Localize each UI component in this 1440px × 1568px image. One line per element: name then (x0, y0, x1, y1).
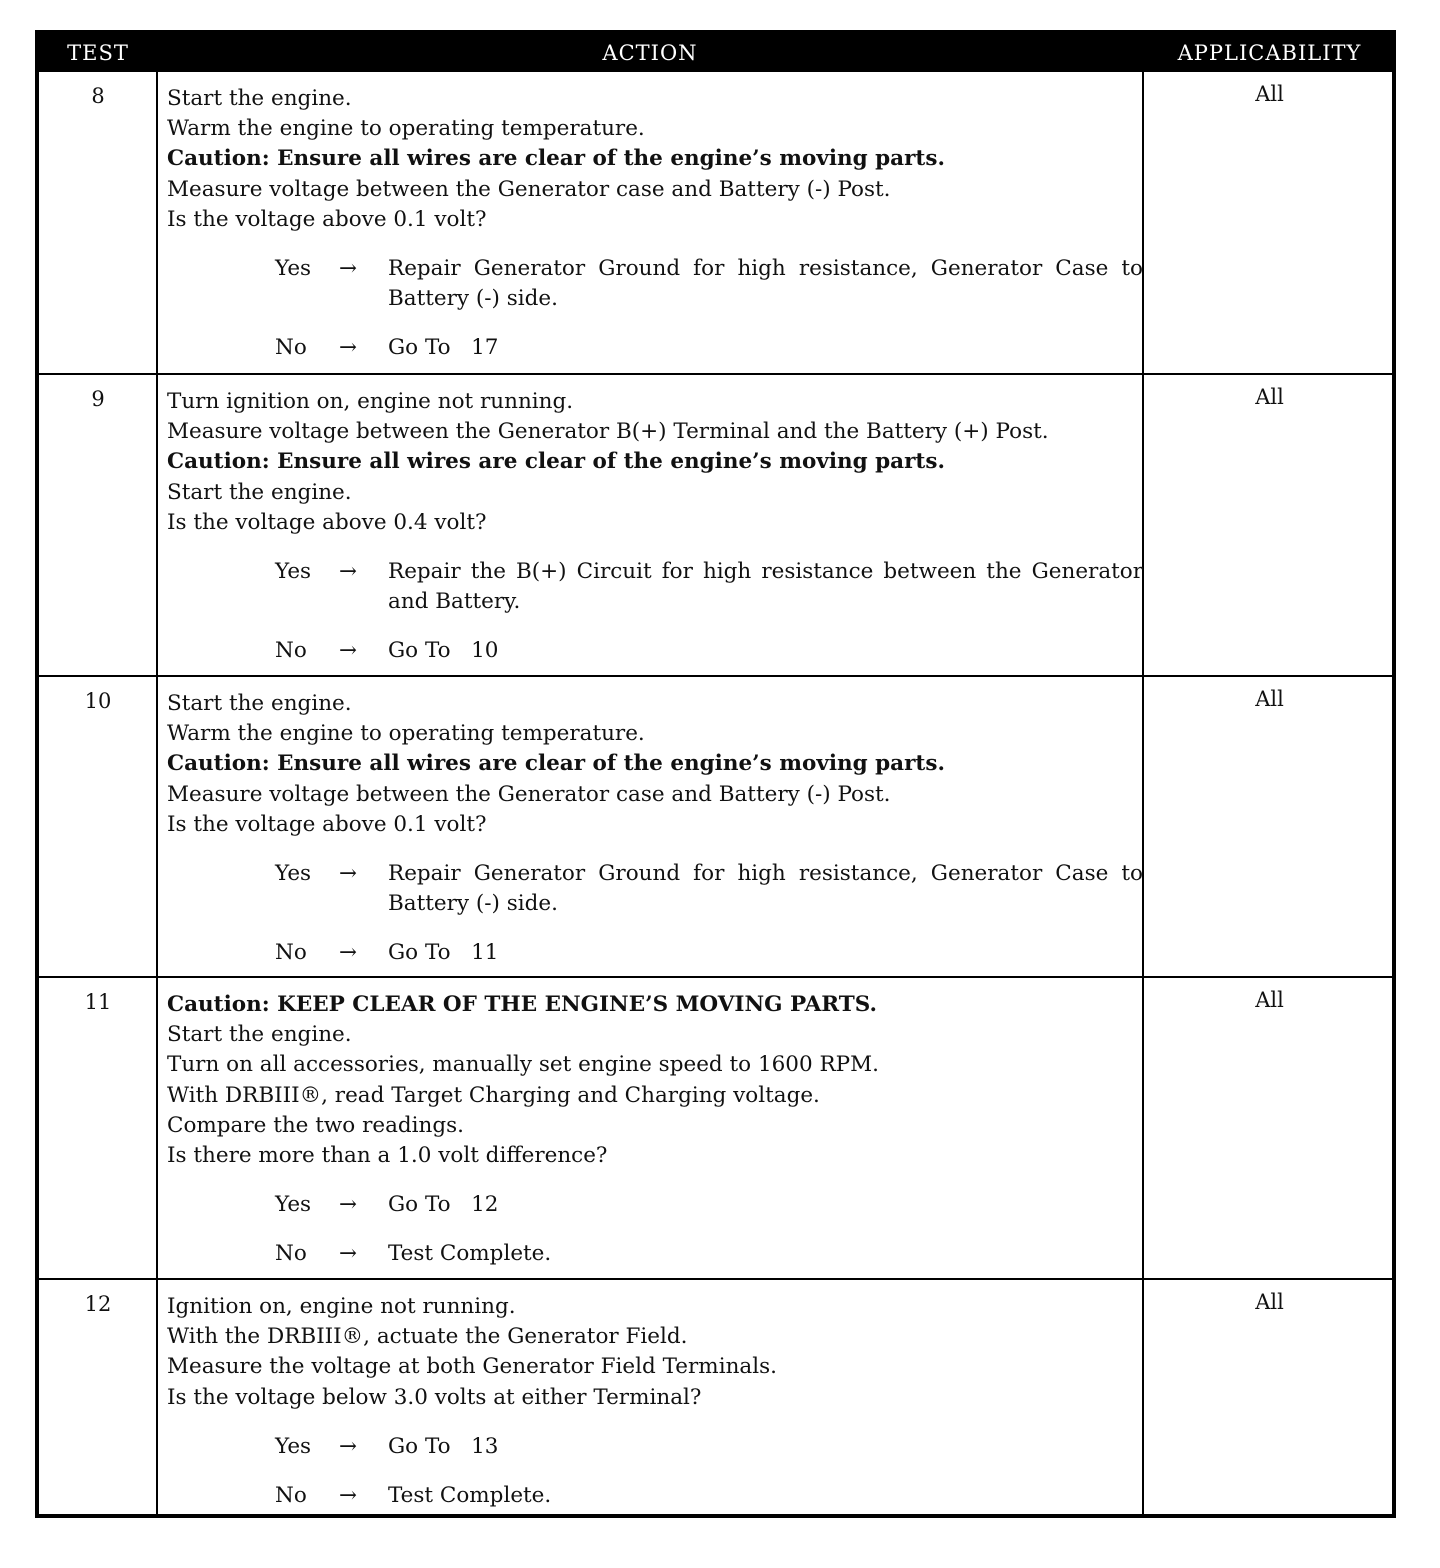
table-header (39, 34, 1392, 72)
header-action: ACTION (602, 41, 698, 65)
test-row (39, 1278, 1392, 1518)
action-cell (167, 990, 1142, 1270)
arrow-icon: → (339, 1192, 358, 1218)
test-row (39, 976, 1392, 1278)
action-line: Turn on all accessories, manually set engine speed to 1600 RPM. (167, 1052, 879, 1078)
arrow-icon: → (339, 861, 358, 887)
test-number: 10 (84, 689, 112, 713)
arrow-icon: → (339, 335, 358, 361)
no-result: Go To 17 (388, 335, 499, 361)
arrow-icon: → (339, 1433, 358, 1459)
action-line: Warm the engine to operating temperature. (167, 721, 645, 747)
action-line: Start the engine. (167, 691, 352, 716)
yes-label: Yes (275, 1192, 312, 1218)
action-cell (167, 387, 1150, 667)
test-row (39, 675, 1392, 976)
action-line: Measure voltage between the Generator case and Battery (-) Post. (167, 176, 891, 202)
yes-label: Yes (275, 559, 312, 585)
yes-result: Go To 13 (388, 1433, 499, 1459)
action-line: Measure voltage between the Generator case and Battery (-) Post. (167, 781, 891, 807)
no-branch (167, 333, 1142, 363)
action-line: Measure the voltage at both Generator Field Terminals. (167, 1354, 777, 1380)
caution-line: Caution: Ensure all wires are clear of the engine’s moving parts. (167, 751, 945, 777)
caution-line: Caution: KEEP CLEAR OF THE ENGINE’S MOVING PARTS. (167, 992, 877, 1017)
yes-result: Go To 12 (388, 1192, 499, 1218)
test-row (39, 72, 1392, 373)
applicability-value: All (1255, 1290, 1284, 1314)
yes-branch (167, 557, 1150, 617)
yes-branch (167, 254, 1150, 314)
action-line: Start the engine. (167, 479, 352, 505)
diagnostic-table (35, 30, 1396, 1518)
yes-label: Yes (275, 861, 312, 887)
no-result: Test Complete. (388, 1483, 552, 1508)
arrow-icon: → (339, 1241, 358, 1267)
no-label: No (275, 1483, 307, 1508)
yes-label: Yes (275, 256, 312, 282)
yes-result: Repair the B(+) Circuit for high resistance between the Generator and Battery. (388, 559, 1150, 615)
no-result: Go To 10 (388, 638, 499, 664)
yes-branch (167, 1432, 1142, 1462)
action-line: Start the engine. (167, 1022, 352, 1048)
arrow-icon: → (339, 256, 358, 282)
arrow-icon: → (339, 1483, 358, 1508)
no-result: Go To 11 (388, 940, 499, 966)
action-line: Compare the two readings. (167, 1112, 465, 1138)
no-branch (167, 636, 1142, 666)
no-label: No (275, 335, 307, 361)
action-line: Is the voltage above 0.4 volt? (167, 509, 487, 535)
action-line: Warm the engine to operating temperature. (167, 116, 645, 142)
applicability-value: All (1255, 988, 1284, 1012)
yes-label: Yes (275, 1433, 312, 1459)
applicability-value: All (1255, 82, 1284, 106)
yes-branch (167, 859, 1150, 919)
no-branch (167, 1481, 1142, 1511)
action-line: Is the voltage above 0.1 volt? (167, 811, 487, 837)
action-line: Is the voltage below 3.0 volts at either Terminal? (167, 1384, 702, 1410)
no-label: No (275, 940, 307, 966)
no-label: No (275, 1241, 307, 1267)
action-line: Is there more than a 1.0 volt difference? (167, 1143, 608, 1169)
action-line: With the DRBIII®, actuate the Generator Field. (167, 1324, 688, 1350)
applicability-value: All (1255, 385, 1284, 409)
action-line: Start the engine. (167, 86, 352, 111)
header-test: TEST (67, 41, 129, 65)
yes-branch (167, 1190, 1142, 1220)
test-number: 8 (91, 84, 105, 108)
no-result: Test Complete. (388, 1241, 552, 1267)
header-applicability: APPLICABILITY (1177, 41, 1362, 65)
yes-result: Repair Generator Ground for high resistance, Generator Case to Battery (-) side. (388, 256, 1150, 312)
arrow-icon: → (339, 559, 358, 585)
action-cell (167, 1292, 1142, 1511)
caution-line: Caution: Ensure all wires are clear of the engine’s moving parts. (167, 449, 945, 475)
action-cell (167, 689, 1150, 969)
action-line: Ignition on, engine not running. (167, 1294, 516, 1319)
arrow-icon: → (339, 940, 358, 966)
test-number: 11 (84, 990, 112, 1014)
no-branch (167, 1239, 1142, 1269)
no-branch (167, 938, 1142, 968)
test-number: 12 (84, 1292, 112, 1316)
no-label: No (275, 638, 307, 664)
yes-result: Repair Generator Ground for high resistance, Generator Case to Battery (-) side. (388, 861, 1150, 917)
action-line: With DRBIII®, read Target Charging and Charging voltage. (167, 1082, 820, 1108)
caution-line: Caution: Ensure all wires are clear of the engine’s moving parts. (167, 146, 945, 172)
applicability-value: All (1255, 687, 1284, 711)
action-line: Is the voltage above 0.1 volt? (167, 206, 487, 232)
action-cell (167, 84, 1150, 364)
action-line: Turn ignition on, engine not running. (167, 389, 574, 414)
test-number: 9 (91, 387, 105, 411)
arrow-icon: → (339, 638, 358, 664)
action-line: Measure voltage between the Generator B(+) Terminal and the Battery (+) Post. (167, 419, 1049, 445)
test-row (39, 373, 1392, 675)
